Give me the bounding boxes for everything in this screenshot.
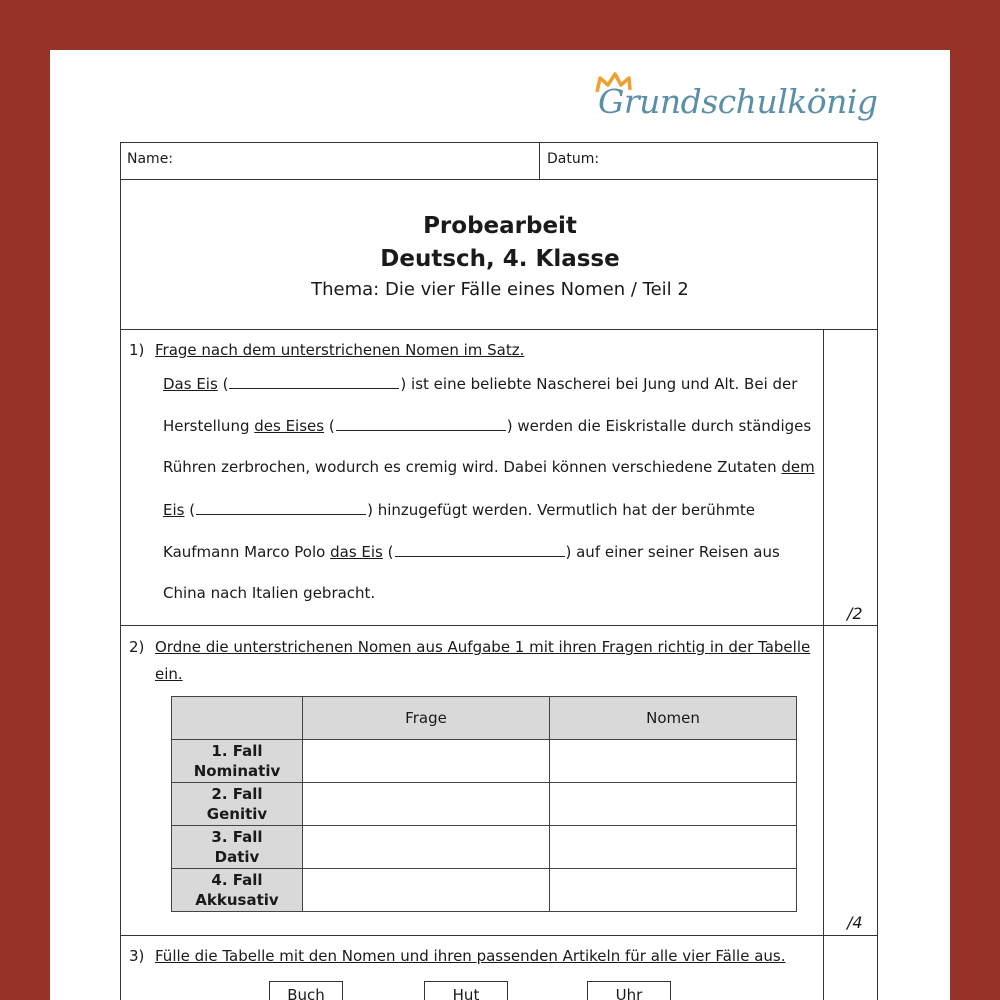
answer-cell[interactable] — [303, 783, 550, 826]
task1-line-4: Eis ( ) hinzugefügt werden. Vermutlich hat der berühmte — [163, 501, 755, 519]
task3-instruction: Fülle die Tabelle mit den Nomen und ihren passenden Artikeln für alle vier Fälle aus. — [155, 947, 786, 965]
page-title: Probearbeit — [423, 213, 577, 239]
noun-box-hut: Hut — [424, 981, 508, 1000]
answer-cell[interactable] — [550, 783, 797, 826]
answer-blank[interactable] — [395, 542, 565, 557]
worksheet-frame — [120, 142, 878, 1000]
task1-line-2: Herstellung des Eises ( ) werden die Eiskristalle durch ständiges — [163, 417, 812, 435]
column-header-nomen: Nomen — [550, 697, 797, 740]
noun-box-buch: Buch — [269, 981, 343, 1000]
task1-line-6: China nach Italien gebracht. — [163, 584, 376, 602]
task1-number: 1) — [129, 341, 145, 359]
worksheet-page — [50, 50, 950, 1000]
task2-instruction: Ordne die unterstrichenen Nomen aus Aufgabe 1 mit ihren Fragen richtig in der Tabelle — [155, 638, 811, 656]
task2-number: 2) — [129, 638, 145, 656]
answer-cell[interactable] — [303, 869, 550, 912]
answer-blank[interactable] — [229, 374, 399, 389]
row-header: 3. Fall Dativ — [172, 826, 303, 869]
page-subtitle: Deutsch, 4. Klasse — [380, 246, 620, 272]
row-header: 1. Fall Nominativ — [172, 740, 303, 783]
task1-line-5: Kaufmann Marco Polo das Eis ( ) auf einer seiner Reisen aus — [163, 543, 780, 561]
table-row — [172, 869, 797, 912]
task1-score: /2 — [847, 604, 863, 623]
answer-blank[interactable] — [336, 416, 506, 431]
task2-instruction-cont: ein. — [155, 665, 183, 683]
brand-logo: Grundschulkönig — [598, 82, 878, 121]
cases-table — [171, 696, 797, 912]
task3-number: 3) — [129, 947, 145, 965]
row-header: 2. Fall Genitiv — [172, 783, 303, 826]
column-header-frage: Frage — [303, 697, 550, 740]
answer-cell[interactable] — [303, 826, 550, 869]
task1-line-3: Rühren zerbrochen, wodurch es cremig wird. Dabei können verschiedene Zutaten dem — [163, 458, 815, 476]
task1-instruction: Frage nach dem unterstrichenen Nomen im Satz. — [155, 341, 525, 359]
table-row — [172, 783, 797, 826]
topic-line: Thema: Die vier Fälle eines Nomen / Teil 2 — [311, 279, 689, 300]
answer-cell[interactable] — [550, 869, 797, 912]
answer-cell[interactable] — [550, 740, 797, 783]
noun-box-uhr: Uhr — [587, 981, 671, 1000]
name-label: Name: — [127, 151, 174, 167]
answer-blank[interactable] — [196, 500, 366, 515]
table-row — [172, 740, 797, 783]
task2-score: /4 — [847, 913, 863, 932]
date-label: Datum: — [547, 151, 600, 167]
task1-line-1: Das Eis ( ) ist eine beliebte Nascherei bei Jung und Alt. Bei der — [163, 375, 798, 393]
row-header: 4. Fall Akkusativ — [172, 869, 303, 912]
table-corner — [172, 697, 303, 740]
answer-cell[interactable] — [303, 740, 550, 783]
answer-cell[interactable] — [550, 826, 797, 869]
table-row — [172, 826, 797, 869]
